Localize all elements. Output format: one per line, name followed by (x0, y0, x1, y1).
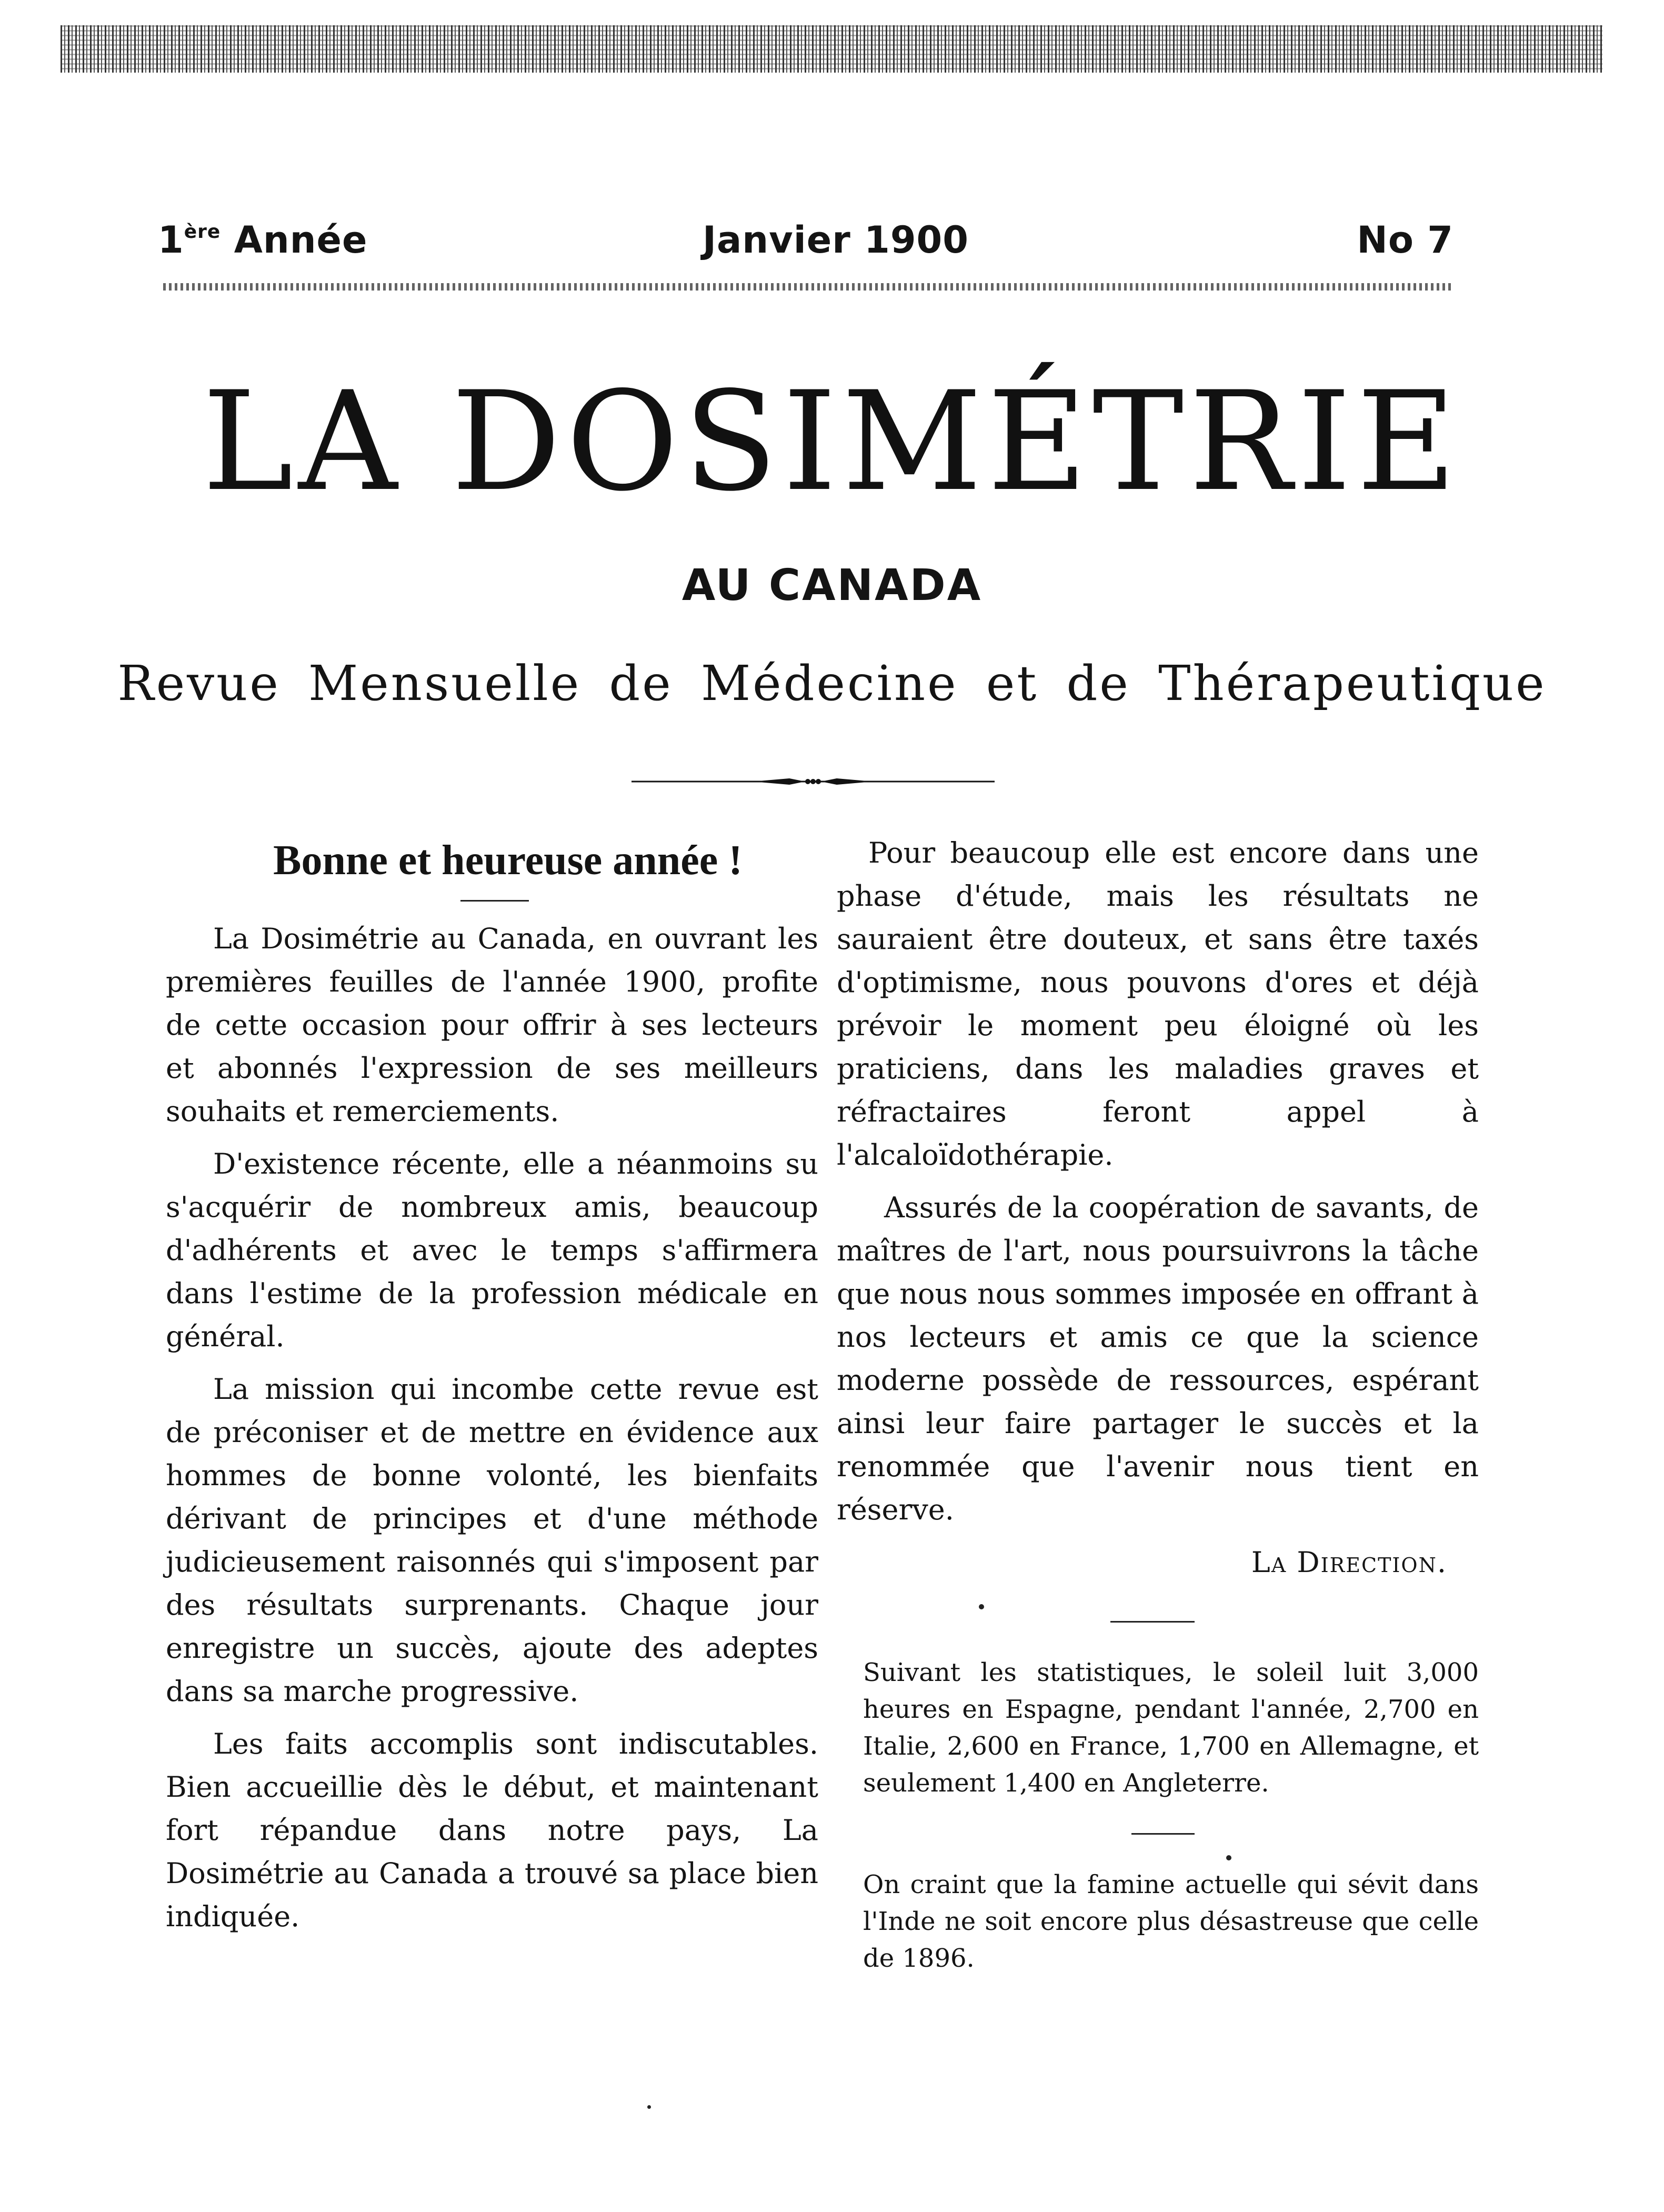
news-brief-text: Suivant les statistiques, le soleil luit 3,000 heures en Espagne, pendant l'année, 2,700 en Italie, 2,600 en France, 1,700 en Allemagne, et seulement 1,400 en Angleterre. (863, 1658, 1479, 1798)
print-speck (1226, 1855, 1231, 1860)
journal-title: LA DOSIMÉTRIE (202, 363, 1462, 522)
news-brief (863, 1654, 1479, 1801)
ornament-divider (631, 774, 995, 789)
left-column (166, 832, 818, 1948)
section-rule (1131, 1833, 1195, 1835)
article-paragraph: Pour beaucoup elle est encore dans une phase d'étude, mais les résultats ne sauraient être douteux, et sans être taxés d'optimisme, nous pouvons d'ores et déjà prévoir le moment peu éloigné où les praticiens, dans les maladies graves et réfractaires feront appel à l'alcaloïdothérapie. (837, 836, 1479, 1172)
issue-number: No 7 (1357, 218, 1454, 262)
journal-tagline: Revue Mensuelle de Médecine et de Thérapeutique (117, 655, 1547, 712)
article-paragraph: Les faits accomplis sont indiscutables. Bien accueillie dès le début, et maintenant fort répandue dans notre pays, La Dosimétrie au Canada a trouvé sa place bien indiquée. (166, 1727, 818, 1933)
news-brief-text: On craint que la famine actuelle qui sévit dans l'Inde ne soit encore plus désastreuse que celle de 1896. (863, 1870, 1479, 1973)
article-paragraph: D'existence récente, elle a néanmoins su s'acquérir de nombreux amis, beaucoup d'adhérents et avec le temps s'affirmera dans l'estime de la profession médicale en général. (166, 1147, 818, 1353)
news-brief (863, 1866, 1479, 1977)
journal-subtitle: AU CANADA (681, 560, 983, 610)
section-rule (1110, 1621, 1195, 1623)
article-headline: Bonne et heureuse année ! (273, 837, 743, 884)
issue-date: Janvier 1900 (703, 218, 969, 262)
article-paragraph: Assurés de la coopération de savants, de maîtres de l'art, nous poursuivrons la tâche que nous nous sommes imposée en offrant à nos lecteurs et amis ce que la science moderne possède de ressources, espérant ainsi leur faire partager le succès et la renommée que l'avenir nous tient en réserve. (837, 1191, 1479, 1526)
print-speck (647, 2105, 651, 2109)
article-paragraph: La Dosimétrie au Canada, en ouvrant les premières feuilles de l'année 1900, profite de cette occasion pour offrir à ses lecteurs et abonnés l'expression de ses meilleurs souhaits et remerciements. (166, 922, 818, 1128)
issue-info-line (158, 218, 1454, 266)
article-signature: La Direction. (1251, 1546, 1447, 1579)
year-of-publication: 1ère Année (158, 218, 368, 262)
headline-rule (460, 900, 529, 902)
dotted-divider (163, 283, 1452, 291)
article-paragraph: La mission qui incombe cette revue est de préconiser et de mettre en évidence aux hommes de bonne volonté, les bienfaits dérivant de principes et d'une méthode judicieusement raisonnés qui s'imposent par des résultats surprenants. Chaque jour enregistre un succès, ajoute des adeptes dans sa marche progressive. (166, 1373, 818, 1708)
print-speck (979, 1604, 984, 1609)
right-column (837, 832, 1479, 2008)
printed-border-band (61, 25, 1602, 73)
